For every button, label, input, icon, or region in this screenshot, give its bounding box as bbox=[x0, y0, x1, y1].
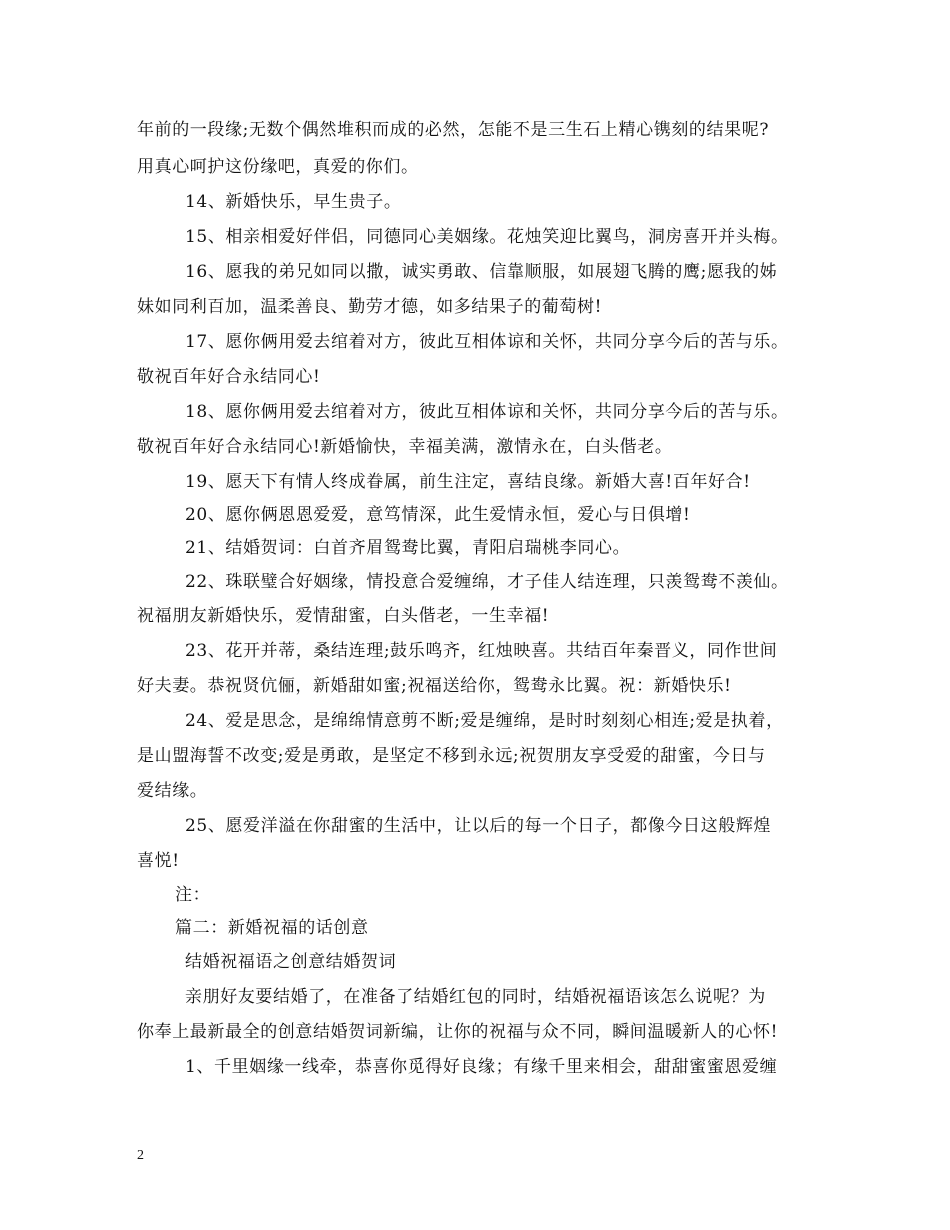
text-line: 17、愿你俩用爱去绾着对方，彼此互相体谅和关怀，共同分享今后的苦与乐。 bbox=[185, 332, 789, 352]
text-line: 23、花开并蒂，桑结连理;鼓乐鸣齐，红烛映喜。共结百年秦晋义，同作世间 bbox=[185, 641, 778, 661]
text-line: 22、珠联璧合好姻缘，情投意合爱缠绵，才子佳人结连理，只羡鸳鸯不羡仙。 bbox=[185, 572, 789, 592]
text-line: 你奉上最新最全的创意结婚贺词新编，让你的祝福与众不同，瞬间温暖新人的心怀! bbox=[137, 1022, 779, 1042]
text-line: 15、相亲相爱好伴侣，同德同心美姻缘。花烛笑迎比翼鸟，洞房喜开并头梅。 bbox=[185, 227, 789, 247]
section-heading: 篇二：新婚祝福的话创意 bbox=[175, 918, 369, 938]
text-line: 18、愿你俩用爱去绾着对方，彼此互相体谅和关怀，共同分享今后的苦与乐。 bbox=[185, 402, 789, 422]
text-line: 年前的一段缘;无数个偶然堆积而成的必然，怎能不是三生石上精心镌刻的结果呢? bbox=[137, 120, 770, 140]
text-line: 19、愿天下有情人终成眷属，前生注定，喜结良缘。新婚大喜!百年好合! bbox=[185, 472, 751, 492]
text-line: 14、新婚快乐，早生贵子。 bbox=[185, 192, 402, 212]
text-line: 好夫妻。恭祝贤伉俪，新婚甜如蜜;祝福送给你，鸳鸯永比翼。祝：新婚快乐! bbox=[137, 676, 732, 696]
text-line: 妹如同利百加，温柔善良、勤劳才德，如多结果子的葡萄树! bbox=[137, 297, 603, 317]
page-number: 2 bbox=[137, 1148, 144, 1163]
text-line: 敬祝百年好合永结同心!新婚愉快，幸福美满，激情永在，白头偕老。 bbox=[137, 437, 673, 457]
text-line: 16、愿我的弟兄如同以撒，诚实勇敢、信靠顺服，如展翅飞腾的鹰;愿我的姊 bbox=[185, 262, 778, 282]
text-line: 20、愿你俩恩恩爱爱，意笃情深，此生爱情永恒，爱心与日俱增! bbox=[185, 505, 691, 525]
text-line: 21、结婚贺词：白首齐眉鸳鸯比翼，青阳启瑞桃李同心。 bbox=[185, 538, 631, 558]
text-line: 用真心呵护这份缘吧，真爱的你们。 bbox=[137, 157, 419, 177]
text-line: 24、爱是思念，是绵绵情意剪不断;爱是缠绵，是时时刻刻心相连;爱是执着， bbox=[185, 711, 784, 731]
text-line: 1、千里姻缘一线牵，恭喜你觅得好良缘；有缘千里来相会，甜甜蜜蜜恩爱缠 bbox=[185, 1057, 778, 1077]
text-line: 25、愿爱洋溢在你甜蜜的生活中，让以后的每一个日子，都像今日这般辉煌 bbox=[185, 816, 772, 836]
text-line: 是山盟海誓不改变;爱是勇敢，是坚定不移到永远;祝贺朋友享受爱的甜蜜，今日与 bbox=[137, 746, 766, 766]
text-line: 亲朋好友要结婚了，在准备了结婚红包的同时，结婚祝福语该怎么说呢？为 bbox=[185, 987, 766, 1007]
text-line: 爱结缘。 bbox=[137, 781, 208, 801]
subheading: 结婚祝福语之创意结婚贺词 bbox=[185, 952, 397, 972]
text-line: 喜悦! bbox=[137, 851, 180, 871]
text-line: 注： bbox=[175, 885, 211, 905]
text-line: 祝福朋友新婚快乐，爱情甜蜜，白头偕老，一生幸福! bbox=[137, 606, 550, 626]
text-line: 敬祝百年好合永结同心! bbox=[137, 367, 321, 387]
